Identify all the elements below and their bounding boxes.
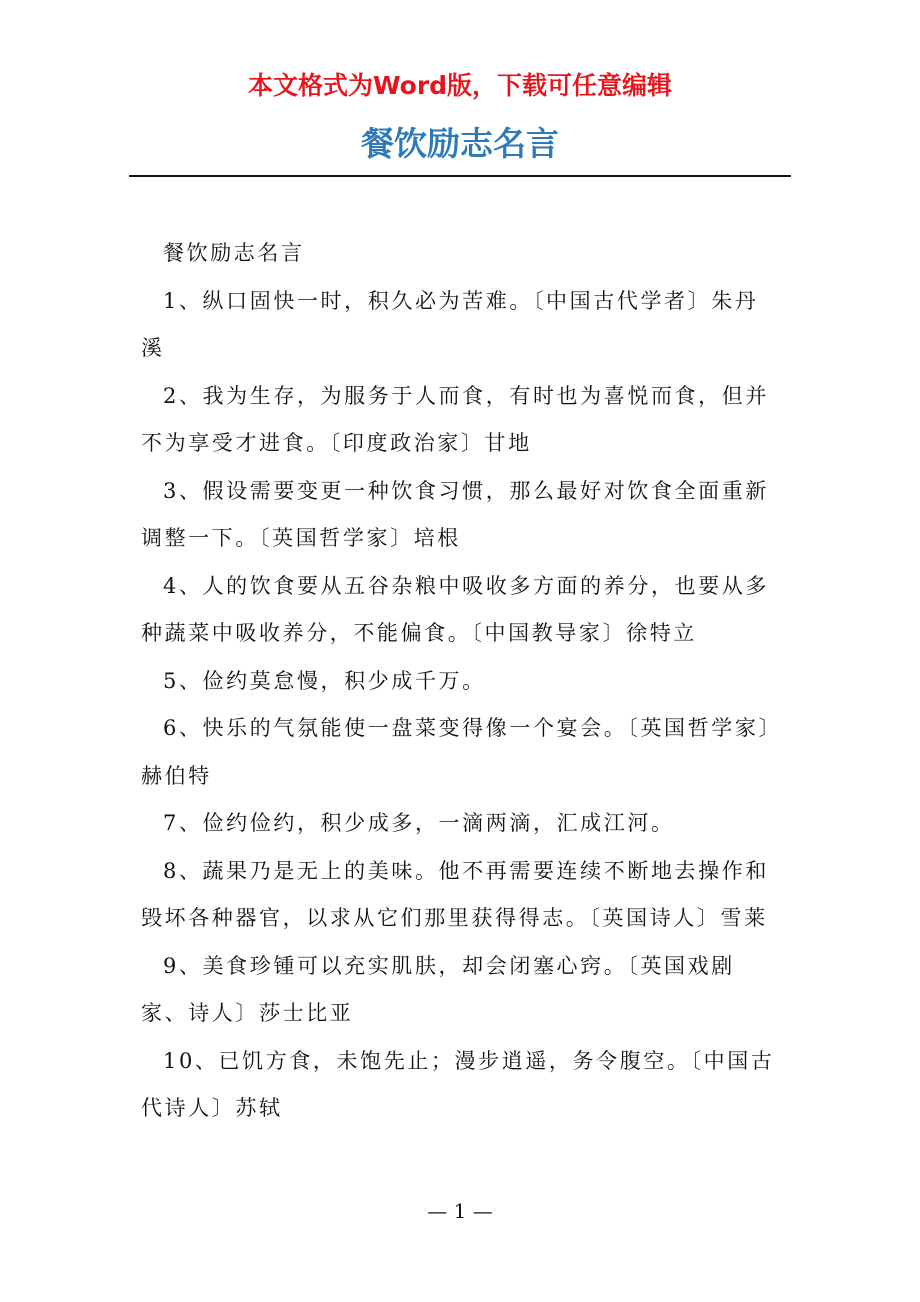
quote-paragraph: 8、蔬果乃是无上的美味。他不再需要连续不断地去操作和毁坏各种器官，以求从它们那里获得得志。〔英国诗人〕雪莱	[141, 858, 769, 930]
format-notice-banner: 本文格式为Word版，下载可任意编辑	[247, 71, 673, 100]
document-body	[141, 230, 781, 1133]
page-number: — 1 —	[427, 1199, 493, 1223]
quote-paragraph: 2、我为生存，为服务于人而食，有时也为喜悦而食，但并不为享受才进食。〔印度政治家〕甘地	[141, 383, 769, 455]
document-title: 餐饮励志名言	[361, 124, 559, 163]
quote-paragraph: 10、已饥方食，未饱先止；漫步逍遥，务令腹空。〔中国古代诗人〕苏轼	[141, 1048, 775, 1120]
quote-paragraph: 5、俭约莫怠慢，积少成千万。	[163, 668, 486, 693]
quote-paragraph: 9、美食珍锺可以充实肌肤，却会闭塞心窍。〔英国戏剧家、诗人〕莎士比亚	[141, 953, 735, 1025]
quote-paragraph: 4、人的饮食要从五谷杂粮中吸收多方面的养分，也要从多种蔬菜中吸收养分，不能偏食。〔中国教导家〕徐特立	[141, 573, 769, 645]
title-divider	[129, 175, 791, 177]
intro-paragraph: 餐饮励志名言	[163, 241, 305, 265]
quote-paragraph: 6、快乐的气氛能使一盘菜变得像一个宴会。〔英国哲学家〕赫伯特	[141, 716, 772, 788]
quote-paragraph: 3、假设需要变更一种饮食习惯，那么最好对饮食全面重新调整一下。〔英国哲学家〕培根	[141, 478, 769, 550]
quote-paragraph: 1、纵口固快一时，积久必为苦难。〔中国古代学者〕朱丹溪	[141, 288, 759, 360]
quote-paragraph: 7、俭约俭约，积少成多，一滴两滴，汇成江河。	[163, 811, 675, 835]
